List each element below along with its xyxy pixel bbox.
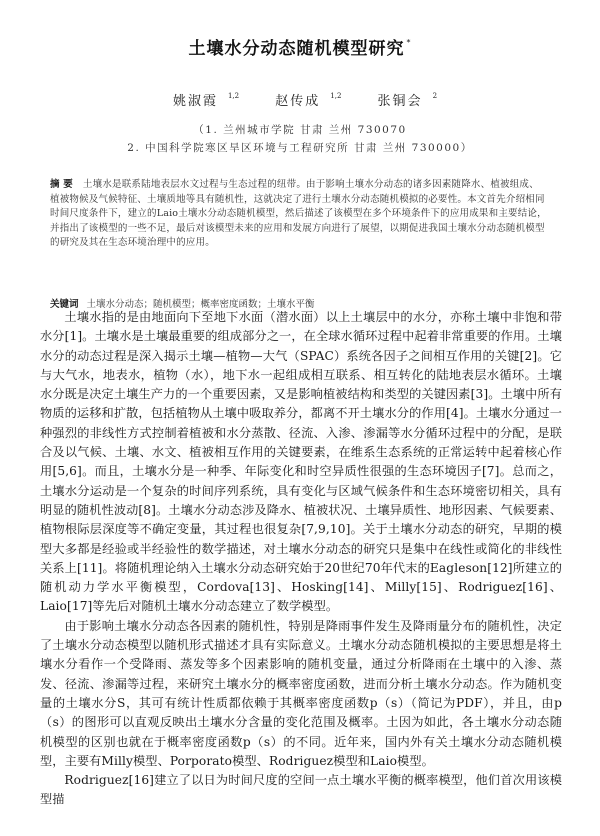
abstract-label: 摘 要 <box>50 179 73 190</box>
title-footnote-mark: * <box>406 38 412 47</box>
body-text <box>40 308 562 810</box>
paragraph: Rodriguez[16]建立了以日为时间尺度的空间一点土壤水平衡的概率模型，他们首次用该模型描 <box>40 773 562 807</box>
affiliation-2: 2. 中国科学院寒区旱区环境与工程研究所 甘肃 兰州 730000） <box>127 142 473 154</box>
author-list <box>0 90 600 109</box>
keywords-label: 关键词 <box>50 299 79 310</box>
abstract-text: 土壤水是联系陆地表层水文过程与生态过程的纽带。由于影响土壤水分动态的诸多因素随降水、植被组成、植被物候及气候特征、土壤质地等具有随机性，这就决定了进行土壤水分动态随机模拟的必要性。本文首先介绍相同时间尺度条件下，建立的Laio土壤水分动态随机模型，然后描述了该模型在多个环境条件下的应用成果和主要结论，并指出了该模型的一些不足，最后对该模型未来的应用和发展方向进行了展望，以期促进我国土壤水分动态随机模型的研究及其在生态环境治理中的应用。 <box>50 179 547 249</box>
affiliation-1: （1. 兰州城市学院 甘肃 兰州 730070 <box>193 124 407 136</box>
paper-title-text: 土壤水分动态随机模型研究 <box>188 39 405 59</box>
paragraph: 土壤水指的是由地面向下至地下水面（潜水面）以上土壤层中的水分，亦称土壤中非饱和带水分[1]。土壤水是土壤最重要的组成部分之一，在全球水循环过程中起着非常重要的作用。土壤水分的动态过程是深入揭示土壤—植物—大气（SPAC）系统各因子之间相互作用的关键[2]。它与大气水，地表水，植物（水），地下水一起组成相互联系、相互转化的陆地表层水循环。土壤水分既是决定土壤生产力的一个重要因素，又是影响植被结构和类型的关键因素[3]。土壤中所有物质的运移和扩散，包括植物从土壤中吸取养分，都离不开土壤水分的作用[4]。土壤水分通过一种强烈的非线性方式控制着植被和水分蒸散、径流、入渗、渗漏等水分循环过程中的分配，是联合及以气候、土壤、水文、植被相互作用的关键要素，在维系生态系统的正常运转中起着核心作用[5,6]。而且，土壤水分是一种季、年际变化和时空异质性很强的生态环境因子[7]。总而之，土壤水分运动是一个复杂的时间序列系统，具有变化与区域气候条件和生态环境密切相关，具有明显的随机性波动[8]。土壤水分动态涉及降水、植被状况、土壤异质性、地形因素、气候要素、植物根际层深度等不确定变量，其过程也很复杂[7,9,10]。关于土壤水分动态的研究，早期的模型大多都是经验或半经验性的数学描述，对土壤水分动态的研究只是集中在线性或简化的非线性关系上[11]。将随机理论纳入土壤水分动态研究始于20世纪70年代末的Eagleson[12]所建立的随机动力学水平衡模型，Cordova[13]、Hosking[14]、Milly[15]、Rodriguez[16]、Laio[17]等先后对随机土壤水分动态建立了数学模型。 <box>40 310 562 614</box>
paragraph: 由于影响土壤水分动态各因素的随机性，特别是降雨事件发生及降雨量分布的随机性，决定了土壤水分动态模型以随机形式描述才具有实际意义。土壤水分动态随机模拟的主要思想是将土壤水分看作一个受降雨、蒸发等多个因素影响的随机变量，通过分析降雨在土壤中的入渗、蒸发、径流、渗漏等过程，来研究土壤水分的概率密度函数，进而分析土壤水分动态。作为随机变量的土壤水分S，其可有统计性质都依赖于其概率密度函数p（s）（简记为PDF），并且，由p（s）的图形可以直观反映出土壤水分含量的变化范围及概率。土因为如此，各土壤水分动态随机模型的区别也就在于概率密度函数p（s）的不同。近年来，国内外有关土壤水分动态随机模型，主要有Milly模型、Porporato模型、Rodriguez模型和Laio模型。 <box>40 618 562 768</box>
author: 赵传成 $^{1,2}$ <box>275 92 342 109</box>
author: 姚淑霞 $^{1,2}$ <box>172 92 240 109</box>
paper-title <box>0 34 600 59</box>
author: 张铜会 $^2$ <box>377 92 438 109</box>
abstract <box>50 178 548 251</box>
keywords-text: 土壤水分动态；随机模型；概率密度函数；土壤水平衡 <box>86 299 315 310</box>
